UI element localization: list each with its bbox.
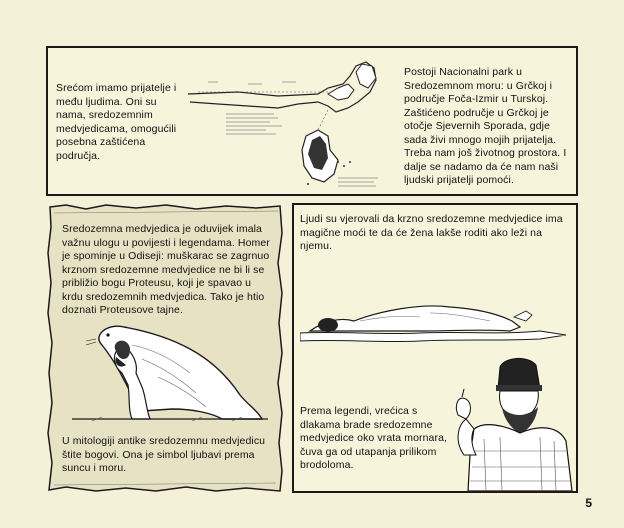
sailor-illustration [444,355,576,491]
left-panel-top-text: Sredozemna medvjedica je oduvijek imala važnu ulogu u povijesti i legendama. Homer je spominje u Odiseji: muškarac se zagrnuo krznom sredozemne medvjedice ne bi li se približio bogu Proteusu, koji je spavao u krdu sredozemnih medvjedica. Tako je htio doznati Proteusove tajne. [62,223,270,316]
right-panel [292,203,578,493]
top-panel-left-text: Srećom imamo prijatelje i među ljudima. Oni su nama, sredozemnim medvjedicama, omogućili posebna zaštićena područja. [56,82,177,162]
top-panel-right-text: Postoji Nacionalni park u Sredozemnom moru: u Grčkoj i područje Foča-Izmir u Turskoj. Zaštićeno područje u Grčkoj je otočje Sjevernih Sporada, gdje sada živi mnogo mojih prijatelja. Treba nam još životnog prostora. I dalje se nadamo da će nam naši ljudski prijatelji pomoći. [404,66,567,186]
seal-with-man-illustration [72,315,268,427]
woman-on-fur-illustration [300,291,572,351]
map-illustration [178,54,396,190]
right-panel-bottom-text: Prema legendi, vrećica s dlakama brade sredozemne medvjedice oko vrata mornara, čuva ga od utapanja prilikom brodoloma. [300,405,448,471]
left-panel [46,203,284,493]
top-panel [46,46,578,196]
right-panel-top-text: Ljudi su vjerovali da krzno sredozemne medvjedice ima magične moći te da će žena lakše roditi ako leži na njemu. [300,213,563,252]
page-number: 5 [585,496,592,510]
left-panel-bottom-text: U mitologiji antike sredozemnu medvjedicu štite bogovi. Ona je simbol ljubavi prema suncu i moru. [62,435,266,474]
